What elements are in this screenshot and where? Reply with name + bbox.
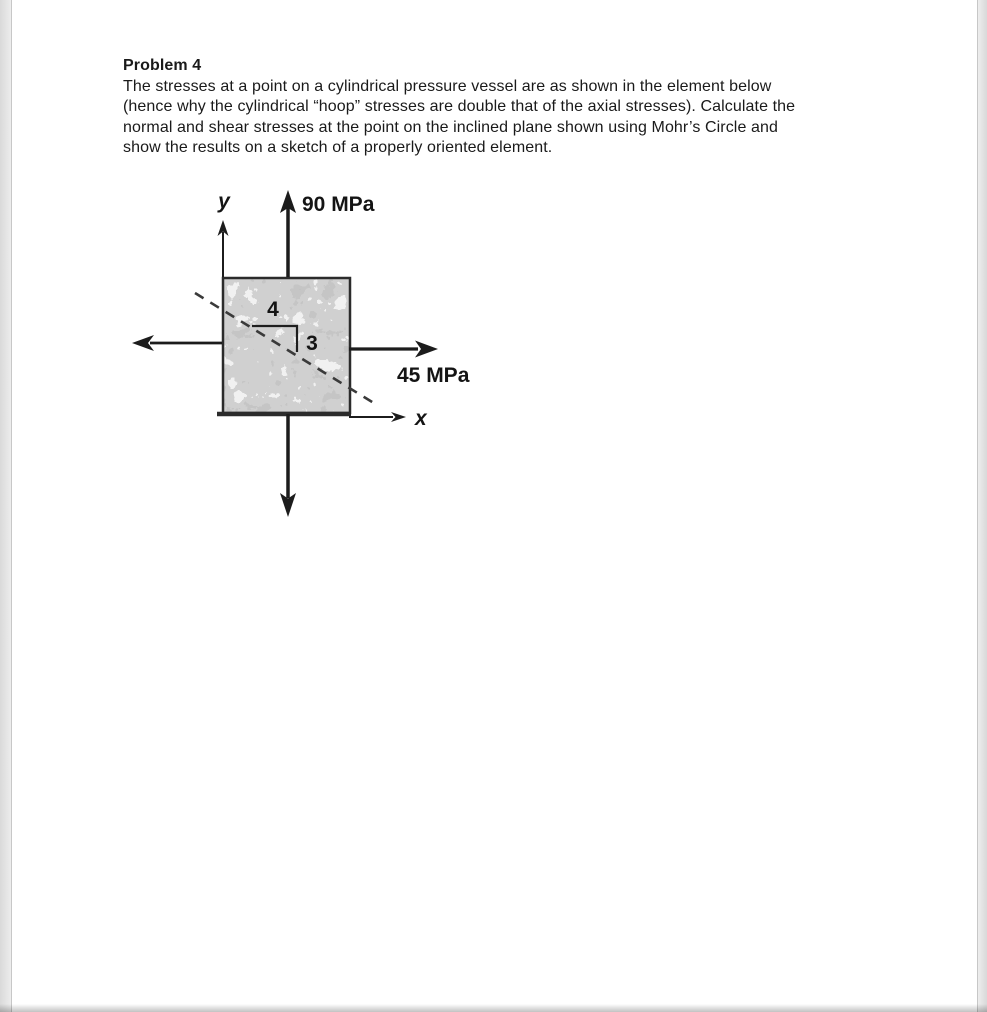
x-axis-label: x	[415, 407, 427, 430]
problem-text-line: normal and shear stresses at the point on the inclined plane shown using Mohr’s Circle and	[123, 118, 778, 136]
slope-rise-label: 3	[306, 332, 318, 355]
sigma-x-left-arrow	[132, 335, 222, 351]
sigma-x-right-arrow	[349, 341, 438, 358]
page-bottom-shadow	[0, 1004, 987, 1012]
y-axis-arrow	[218, 220, 229, 277]
problem-text-line: show the results on a sketch of a properly oriented element.	[123, 139, 553, 156]
problem-text-line: The stresses at a point on a cylindrical pressure vessel are as shown in the element below	[123, 77, 772, 95]
slope-run-label: 4	[267, 298, 279, 321]
problem-text-line: (hence why the cylindrical “hoop” stresses are double that of the axial stresses). Calculate the	[123, 98, 796, 115]
document-page	[12, 0, 977, 1012]
stress-element-diagram	[120, 180, 500, 530]
x-axis-arrow	[349, 412, 406, 422]
sigma-y-top-arrow	[280, 190, 296, 277]
problem-heading: Problem 4	[123, 57, 202, 74]
y-axis-label: y	[218, 190, 230, 213]
problem-statement	[123, 56, 795, 159]
left-page-gutter	[0, 0, 12, 1012]
stress-element-square	[217, 278, 351, 414]
right-page-gutter	[977, 0, 987, 1012]
horizontal-stress-label: 45 MPa	[397, 364, 470, 387]
vertical-stress-label: 90 MPa	[302, 193, 375, 216]
sigma-y-bottom-arrow	[280, 414, 296, 517]
